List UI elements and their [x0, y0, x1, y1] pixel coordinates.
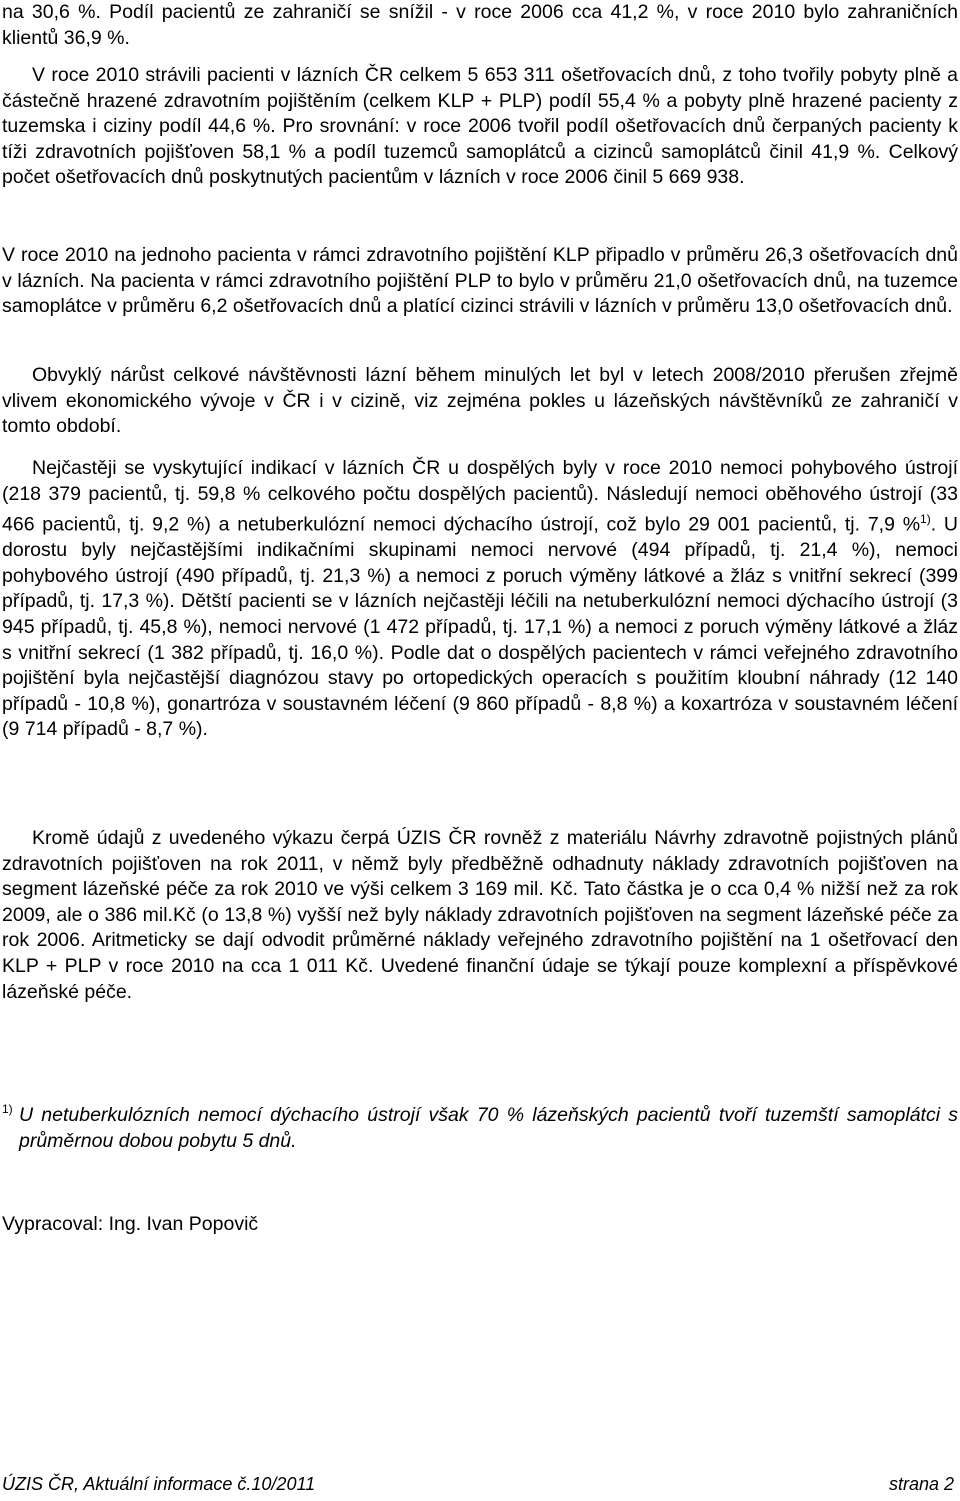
- paragraph-continuation: na 30,6 %. Podíl pacientů ze zahraničí se snížil - v roce 2006 cca 41,2 %, v roce 2010 bylo zahraničních klientů 36,9 %.: [2, 1, 958, 49]
- page-footer: [2, 1474, 954, 1495]
- paragraph-average-days: V roce 2010 na jednoho pacienta v rámci zdravotního pojištění KLP připadlo v průměru 26,3 ošetřovacích dnů v lázních. Na pacienta v rámci zdravotního pojištění PLP to bylo v průměru 21,0 ošetřovacích dnů, na tuzemce samoplátce v průměru 6,2 ošetřovacích dnů a platící cizinci strávili v lázních v průměru 13,0 ošetřovacích dnů.: [2, 244, 958, 318]
- indications-text-part1: Nejčastěji se vyskytující indikací v lázních ČR u dospělých byly v roce 2010 nemoci pohybového ústrojí (218 379 pacientů, tj. 59,8 % celkového počtu dospělých pacientů). Následují nemoci oběhového ústrojí (33 466 pacientů, tj. 9,2 %) a netuberkulózní nemoci dýchacího ústrojí, což bylo 29 001 pacientů, tj. 7,9 %: [2, 457, 958, 536]
- footnote-text: U netuberkulózních nemocí dýchacího ústrojí však 70 % lázeňských pacientů tvoří tuzemští samoplátci s průměrnou dobou pobytu 5 dnů.: [19, 1104, 958, 1152]
- paragraph-treatment-days: V roce 2010 strávili pacienti v lázních ČR celkem 5 653 311 ošetřovacích dnů, z toho tvořily pobyty plně a částečně hrazené zdravotním pojištěním (celkem KLP + PLP) podíl 55,4 % a pobyty plně hrazené pacienty z tuzemska i ciziny podíl 44,6 %. Pro srovnání: v roce 2006 tvořil podíl ošetřovacích dnů čerpaných pacienty k tíži zdravotních pojišťoven 58,1 % a podíl tuzemců samoplátců a cizinců samoplátců činil 41,9 %. Celkový počet ošetřovacích dnů poskytnutých pacientům v lázních v roce 2006 činil 5 669 938.: [2, 64, 958, 189]
- paragraph-costs: Kromě údajů z uvedeného výkazu čerpá ÚZIS ČR rovněž z materiálu Návrhy zdravotně pojistných plánů zdravotních pojišťoven na rok 2011, v němž byly předběžně odhadnuty náklady zdravotních pojišťoven na segment lázeňské péče za rok 2010 ve výši celkem 3 169 mil. Kč. Tato částka je o cca 0,4 % nižší než za rok 2009, ale o 386 mil.Kč (o 13,8 %) vyšší než byly náklady zdravotních pojišťoven na segment lázeňské péče za rok 2006. Aritmeticky se dají odvodit průměrné náklady veřejného zdravotního pojištění na 1 ošetřovací den KLP + PLP v roce 2010 na cca 1 011 Kč. Uvedené finanční údaje se týkají pouze komplexní a příspěvkové lázeňské péče.: [2, 827, 958, 1003]
- paragraph-indications: [2, 456, 958, 743]
- footnote-marker: 1): [2, 1102, 13, 1116]
- footer-publication: ÚZIS ČR, Aktuální informace č.10/2011: [2, 1474, 316, 1494]
- footnote-reference: 1): [920, 512, 931, 527]
- paragraph-attendance: Obvyklý nárůst celkové návštěvnosti lázní během minulých let byl v letech 2008/2010 přerušen zřejmě vlivem ekonomického vývoje v ČR i v cizině, viz zejména pokles u lázeňských návštěvníků ze zahraničí v tomto období.: [2, 364, 958, 438]
- indications-text-part2: . U dorostu byly nejčastějšími indikačními skupinami nemoci nervové (494 případů, tj. 21,4 %), nemoci pohybového ústrojí (490 případů, tj. 21,3 %) a nemoci z poruch výměny látkové a žláz s vnitřní sekrecí (399 případů, tj. 17,3 %). Dětští pacienti se v lázních nejčastěji léčili na netuberkulózní nemoci dýchacího ústrojí (3 945 případů, tj. 45,8 %), nemoci nervové (1 472 případů, tj. 17,1 %) a nemoci z poruch výměny látkové a žláz s vnitřní sekrecí (1 382 případů, tj. 16,0 %). Podle dat o dospělých pacientech v rámci veřejného zdravotního pojištění byla nejčastější diagnózou stavy po ortopedických operacích s použitím kloubní náhrady (12 140 případů - 10,8 %), gonartróza v soustavném léčení (9 860 případů - 8,8 %) a koxartróza v soustavném léčení (9 714 případů - 8,7 %).: [2, 513, 958, 741]
- footer-page-number: strana 2: [888, 1474, 954, 1494]
- footnote: [2, 1102, 958, 1154]
- author-line: Vypracoval: Ing. Ivan Popovič: [2, 1213, 259, 1235]
